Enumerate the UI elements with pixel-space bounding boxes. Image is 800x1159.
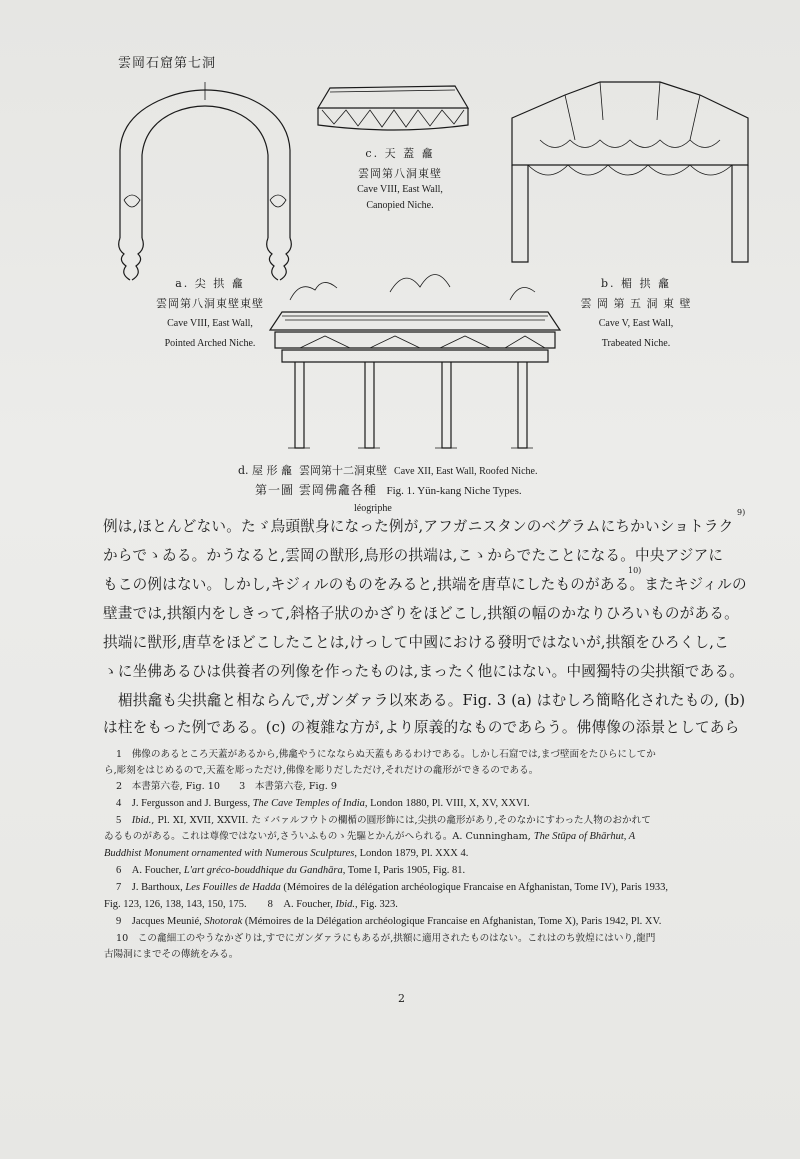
footnote-1b: ら,彫刻をはじめるので,天蓋を彫っただけ,佛像を彫りだしただけ,それだけの龕形ができるのである。 xyxy=(104,765,539,776)
trabeated-drawing xyxy=(512,82,748,262)
footnote-5-d: , London 1879, Pl. XXX 4. xyxy=(354,848,469,859)
body-line-8: は柱をもった例である。(c) の複雜な方が,より原義的なものであらう。佛傳像の添景としてあら xyxy=(103,719,740,736)
footnote-6-b: , Tome I, Paris 1905, Fig. 81. xyxy=(342,865,466,876)
caption-b xyxy=(566,276,706,352)
figure-title-zh: 第一圖 雲岡佛龕各種 xyxy=(255,483,377,497)
canopy-drawing xyxy=(318,86,468,130)
footnote-9-a: 9 Jacques Meunié, xyxy=(116,916,205,927)
footnote-mark-9: 9) xyxy=(737,508,746,517)
roofed-drawing xyxy=(270,275,560,449)
footnote-10b: 古陽洞にまでその傳統をみる。 xyxy=(104,949,239,960)
caption-c xyxy=(355,146,445,162)
footnote-6 xyxy=(116,863,465,878)
footnote-5c xyxy=(104,846,468,861)
footnote-7 xyxy=(116,880,668,895)
footnote-5-title2: Buddhist Monument ornamented with Numerous Sculptures xyxy=(104,848,355,859)
footnote-4-a: 4 J. Fergusson and J. Burgess, xyxy=(116,798,253,809)
body-line-6: ゝに坐佛あるひは供養者の列像を作ったものは,まったく他にはない。中國獨特の尖拱額である。 xyxy=(103,663,744,680)
footnote-9-title: Shotorak xyxy=(204,916,243,927)
caption-b-label: b. 楣 拱 龕 xyxy=(600,277,672,290)
footnote-8 xyxy=(104,897,398,912)
caption-d-cave: 雲岡第十二洞東壁 xyxy=(299,464,388,477)
plate-title: 雲岡石窟第七洞 xyxy=(118,56,217,71)
body-line-1: 例は,ほとんどない。たゞ鳥頭獣身になった例が,アフガニスタンのベグラムにちかいショトラク xyxy=(103,518,734,535)
footnote-10a: 10 この龕細工のやうなかざりは,すでにガンダァラにもあるが,拱額に適用されたものはない。これはのち敦煌にはいり,龍門 xyxy=(116,933,656,944)
caption-d-label: d. 屋 形 龕 xyxy=(238,464,293,477)
legend-word: léogriphe xyxy=(354,503,392,514)
footnote-5b xyxy=(104,829,635,844)
caption-a-en1: Cave VIII, East Wall, xyxy=(167,318,253,329)
figure-title-en: Fig. 1. Yün-kang Niche Types. xyxy=(386,485,522,497)
footnote-5-num: 5 xyxy=(116,815,132,826)
footnote-9-b: (Mémoires de la Délégation archéologique Francaise en Afghanistan, Tome X), Paris 1942, Pl. XV. xyxy=(242,916,662,927)
footnote-6-title: L'art gréco-bouddhique du Gandhāra xyxy=(183,865,343,876)
caption-c-info xyxy=(330,166,470,214)
footnote-4-title: The Cave Temples of India xyxy=(252,798,365,809)
caption-b-cave: 雲 岡 第 五 洞 東 壁 xyxy=(580,297,692,310)
figure-title xyxy=(255,481,522,498)
footnote-9 xyxy=(116,914,661,929)
footnote-5-b: ゐるものがある。これは尊像ではないが,さういふものゝ先驅とかんがへられる。A. Cunningham, xyxy=(104,831,534,842)
caption-d xyxy=(238,462,537,478)
page-number: 2 xyxy=(398,992,405,1005)
body-line-2: からでゝゐる。かうなると,雲岡の獣形,鳥形の拱端は,こゝからでたことになる。中央アジアに xyxy=(103,547,724,564)
body-line-4: 壁畫では,拱額内をしきって,斜格子狀のかざりをほどこし,拱額の幅のかなりひろいものがある。 xyxy=(103,605,739,622)
footnote-6-a: 6 A. Foucher, xyxy=(116,865,184,876)
body-line-5: 拱端に獣形,唐草をほどこしたことは,けっして中國における發明ではないが,拱額をひろくし,こ xyxy=(103,634,729,651)
footnote-7-a: 7 J. Barthoux, xyxy=(116,882,186,893)
body-line-3: もこの例はない。しかし,キジィルのものをみると,拱端を唐草にしたものがある。またキジィルの xyxy=(103,576,747,593)
caption-c-cave: 雲岡第八洞東壁 xyxy=(358,167,442,180)
footnote-2-3: 2 本書第六卷, Fig. 10 3 本書第六卷, Fig. 9 xyxy=(116,781,337,792)
footnote-5-ibid: Ibid. xyxy=(131,815,152,826)
footnote-4 xyxy=(116,796,530,811)
caption-b-en1: Cave V, East Wall, xyxy=(598,318,674,329)
footnote-5-a: , Pl. XI, XVII, XXVII. たゞバァルフウトの欄楯の圓形飾には,尖拱の龕形があり,そのなかにすわった人物のおかれて xyxy=(151,815,651,826)
footnote-1a: 1 佛像のあるところ天蓋があるから,佛龕やうになならぬ天蓋もあるわけである。しかし石窟では,まづ壁面をたひらにしてか xyxy=(116,749,656,760)
footnote-7-b: (Mémoires de la délégation archéologique Francaise en Afghanistan, Tome IV), Paris 1933, xyxy=(280,882,668,893)
footnote-7-title: Les Fouilles de Hadda xyxy=(185,882,281,893)
footnote-5a xyxy=(116,813,651,828)
caption-a xyxy=(140,276,280,352)
caption-a-en2: Pointed Arched Niche. xyxy=(164,338,256,349)
caption-c-en2: Canopied Niche. xyxy=(366,200,434,211)
footnote-8-a: Fig. 123, 126, 138, 143, 150, 175. 8 A. Foucher, xyxy=(104,899,336,910)
footnote-8-ibid: Ibid. xyxy=(335,899,355,910)
caption-b-en2: Trabeated Niche. xyxy=(601,338,671,349)
caption-d-en: Cave XII, East Wall, Roofed Niche. xyxy=(394,466,538,477)
footnote-8-b: , Fig. 323. xyxy=(355,899,398,910)
footnote-5-title: The Stūpa of Bhārhut, A xyxy=(533,831,636,842)
caption-c-label: c. 天 蓋 龕 xyxy=(365,147,435,160)
caption-a-cave: 雲岡第八洞東壁東壁 xyxy=(156,297,264,310)
niche-drawings xyxy=(0,0,800,470)
body-line-7: 楣拱龕も尖拱龕と相ならんで,ガンダァラ以來ある。Fig. 3 (a) はむしろ簡略化されたもの, (b) xyxy=(118,692,746,709)
pointed-arch-drawing xyxy=(119,82,292,280)
footnote-4-b: , London 1880, Pl. VIII, X, XV, XXVI. xyxy=(364,798,530,809)
caption-a-label: a. 尖 拱 龕 xyxy=(175,277,245,290)
caption-c-en1: Cave VIII, East Wall, xyxy=(357,184,443,195)
footnote-mark-10: 10) xyxy=(628,566,642,575)
